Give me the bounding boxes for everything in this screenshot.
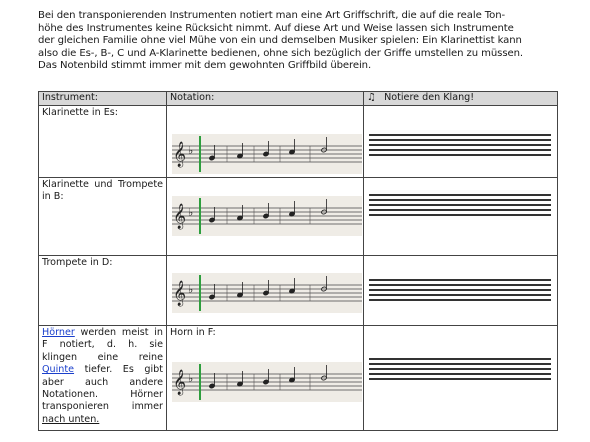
instrument-cell — [39, 256, 167, 326]
answer-cell[interactable] — [364, 326, 558, 431]
treble-clef-icon: 𝄞 — [173, 204, 187, 229]
notation-cell — [167, 326, 364, 431]
intro-line: der gleichen Familie ohne viel Mühe von ein und demselben Musiker spielen: Ein Klarinettist kann — [38, 35, 522, 47]
table-header-row — [39, 92, 558, 106]
flat-sign-icon: ♭ — [188, 372, 194, 385]
horn-text-2: tiefer. Es gibt aber auch andere Notationen. Hörner transponieren immer — [42, 364, 163, 413]
instrument-cell — [39, 178, 167, 256]
empty-staff[interactable] — [369, 358, 551, 383]
notation-staff-image — [172, 196, 362, 236]
header-klang-label: Notiere den Klang! — [384, 92, 475, 103]
horn-text-1: werden meist in F notiert, d. h. sie klingen eine reine — [42, 327, 163, 363]
notation-staff-image — [172, 273, 362, 313]
table-row — [39, 106, 558, 178]
answer-cell[interactable] — [364, 178, 558, 256]
table-row — [39, 326, 558, 431]
header-instrument: Instrument: — [39, 92, 167, 106]
intro-paragraph — [38, 10, 558, 73]
intro-line: Bei den transponierenden Instrumenten notiert man eine Art Griffschrift, die auf die reale Ton- — [38, 10, 506, 21]
notation-cell — [167, 256, 364, 326]
intro-line: also die Es-, B-, C und A-Klarinette bedienen, ohne sich bezüglich der Griffe umstellen zu müssen. — [38, 47, 524, 59]
notation-staff-image — [172, 134, 362, 174]
transposition-table — [38, 91, 558, 431]
notation-staff-image — [172, 362, 362, 402]
answer-cell[interactable] — [364, 106, 558, 178]
empty-staff[interactable] — [369, 134, 551, 159]
instrument-cell — [39, 326, 167, 431]
instrument-name: Trompete in D: — [42, 257, 113, 268]
answer-cell[interactable] — [364, 256, 558, 326]
instrument-name: Klarinette und Trompete in B: — [42, 179, 163, 203]
intro-line: höhe des Instrumentes keine Rücksicht nimmt. Auf diese Art und Weise lassen sich Instrumente — [38, 22, 514, 34]
link-quinte[interactable]: Quinte — [42, 364, 75, 376]
instrument-cell — [39, 106, 167, 178]
treble-clef-icon: 𝄞 — [173, 281, 187, 306]
notation-label: Horn in F: — [170, 327, 216, 338]
table-row — [39, 178, 558, 256]
treble-clef-icon: 𝄞 — [173, 142, 187, 167]
flat-sign-icon: ♭ — [188, 283, 194, 296]
table-row — [39, 256, 558, 326]
horn-description — [39, 326, 166, 427]
music-notes-icon: ♫ — [367, 92, 376, 103]
notation-cell — [167, 178, 364, 256]
intro-line: Das Notenbild stimmt immer mit dem gewohnten Griffbild überein. — [38, 60, 372, 72]
header-klang — [364, 92, 558, 106]
flat-sign-icon: ♭ — [188, 144, 194, 157]
empty-staff[interactable] — [369, 279, 551, 304]
instrument-name: Klarinette in Es: — [42, 107, 118, 118]
treble-clef-icon: 𝄞 — [173, 370, 187, 395]
empty-staff[interactable] — [369, 194, 551, 219]
horn-text-underlined: nach unten. — [42, 413, 100, 425]
notation-cell — [167, 106, 364, 178]
link-hoerner[interactable]: Hörner — [42, 327, 75, 338]
flat-sign-icon: ♭ — [188, 206, 194, 219]
header-notation: Notation: — [167, 92, 364, 106]
